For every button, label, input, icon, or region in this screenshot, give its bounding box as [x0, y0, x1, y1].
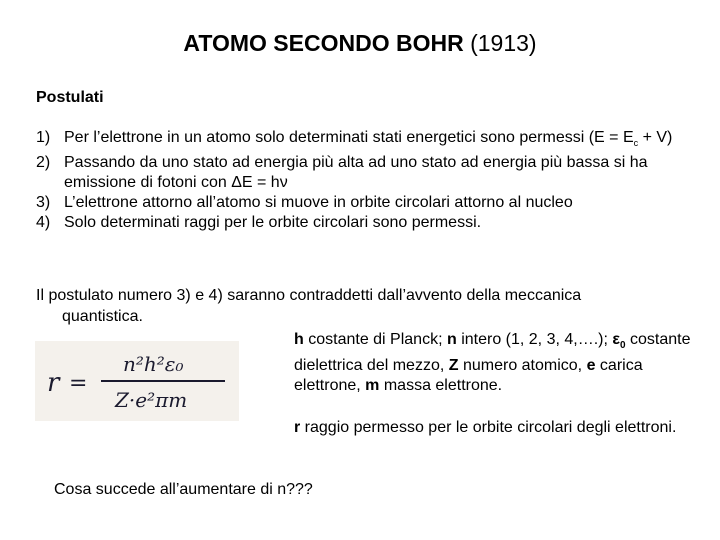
def-z-text: numero atomico, [458, 357, 587, 375]
def-m-symbol: m [365, 377, 380, 395]
def-n-symbol: n [446, 331, 457, 348]
def-n-text: intero (1, 2, 3, 4,….); [456, 331, 613, 348]
postulates-list [36, 128, 696, 233]
def-eps-symbol: ε [612, 331, 620, 348]
title-year: (1913) [470, 30, 537, 56]
postulate-text: Passando da uno stato ad energia più alta ad uno stato ad energia più bassa si ha emissione di fotoni con ΔE = hν [64, 154, 648, 192]
formula-numerator: n²h²ε₀ [123, 352, 184, 376]
postulate-text: Solo determinati raggi per le orbite circolari sono permessi. [64, 214, 482, 232]
postulate-number: 3) [36, 194, 51, 212]
postulate-number: 2) [36, 154, 51, 172]
quantum-note [36, 285, 696, 327]
def-h-symbol: h [294, 331, 304, 348]
r-definition [294, 418, 704, 438]
postulate-item [36, 213, 696, 233]
formula-svg [35, 341, 239, 421]
def-z-symbol: Z [448, 357, 459, 375]
def-r-symbol: r [294, 419, 301, 436]
postulate-text: L’elettrone attorno all’atomo si muove in orbite circolari attorno al nucleo [64, 194, 573, 212]
postulate-number: 4) [36, 214, 51, 232]
section-heading: Postulati [36, 89, 104, 106]
slide-title [0, 30, 720, 57]
handwritten-formula-image [35, 341, 239, 421]
formula-lhs: r [47, 368, 60, 398]
def-eps-text: costante dielettrica del mezzo, [294, 331, 691, 375]
note-line-1: Il postulato numero 3) e 4) saranno contraddetti dall’avvento della meccanica [36, 287, 582, 304]
postulate-item [36, 193, 696, 213]
postulate-text: Per l’elettrone in un atomo solo determinati stati energetici sono permessi (E = E [64, 129, 634, 146]
def-h-text: costante di Planck; [303, 331, 447, 348]
formula-denominator: Z·e²πm [115, 388, 188, 412]
def-e-symbol: e [586, 357, 596, 375]
postulate-text-end: + V) [638, 129, 673, 146]
title-main: ATOMO SECONDO BOHR [183, 30, 464, 56]
postulate-item [36, 128, 696, 153]
def-r-text: raggio permesso per le orbite circolari degli elettroni. [300, 419, 677, 436]
postulate-number: 1) [36, 129, 51, 146]
formula-equals: = [69, 371, 88, 396]
postulate-item [36, 153, 696, 193]
def-eps-subscript: 0 [619, 340, 626, 352]
def-e-text: carica elettrone, [294, 357, 643, 395]
def-m-text: massa elettrone. [379, 377, 503, 395]
postulate-subscript: c [633, 138, 639, 149]
closing-question: Cosa succede all’aumentare di n??? [54, 481, 313, 498]
note-line-2: quantistica. [62, 308, 143, 325]
symbol-definitions [294, 330, 704, 396]
